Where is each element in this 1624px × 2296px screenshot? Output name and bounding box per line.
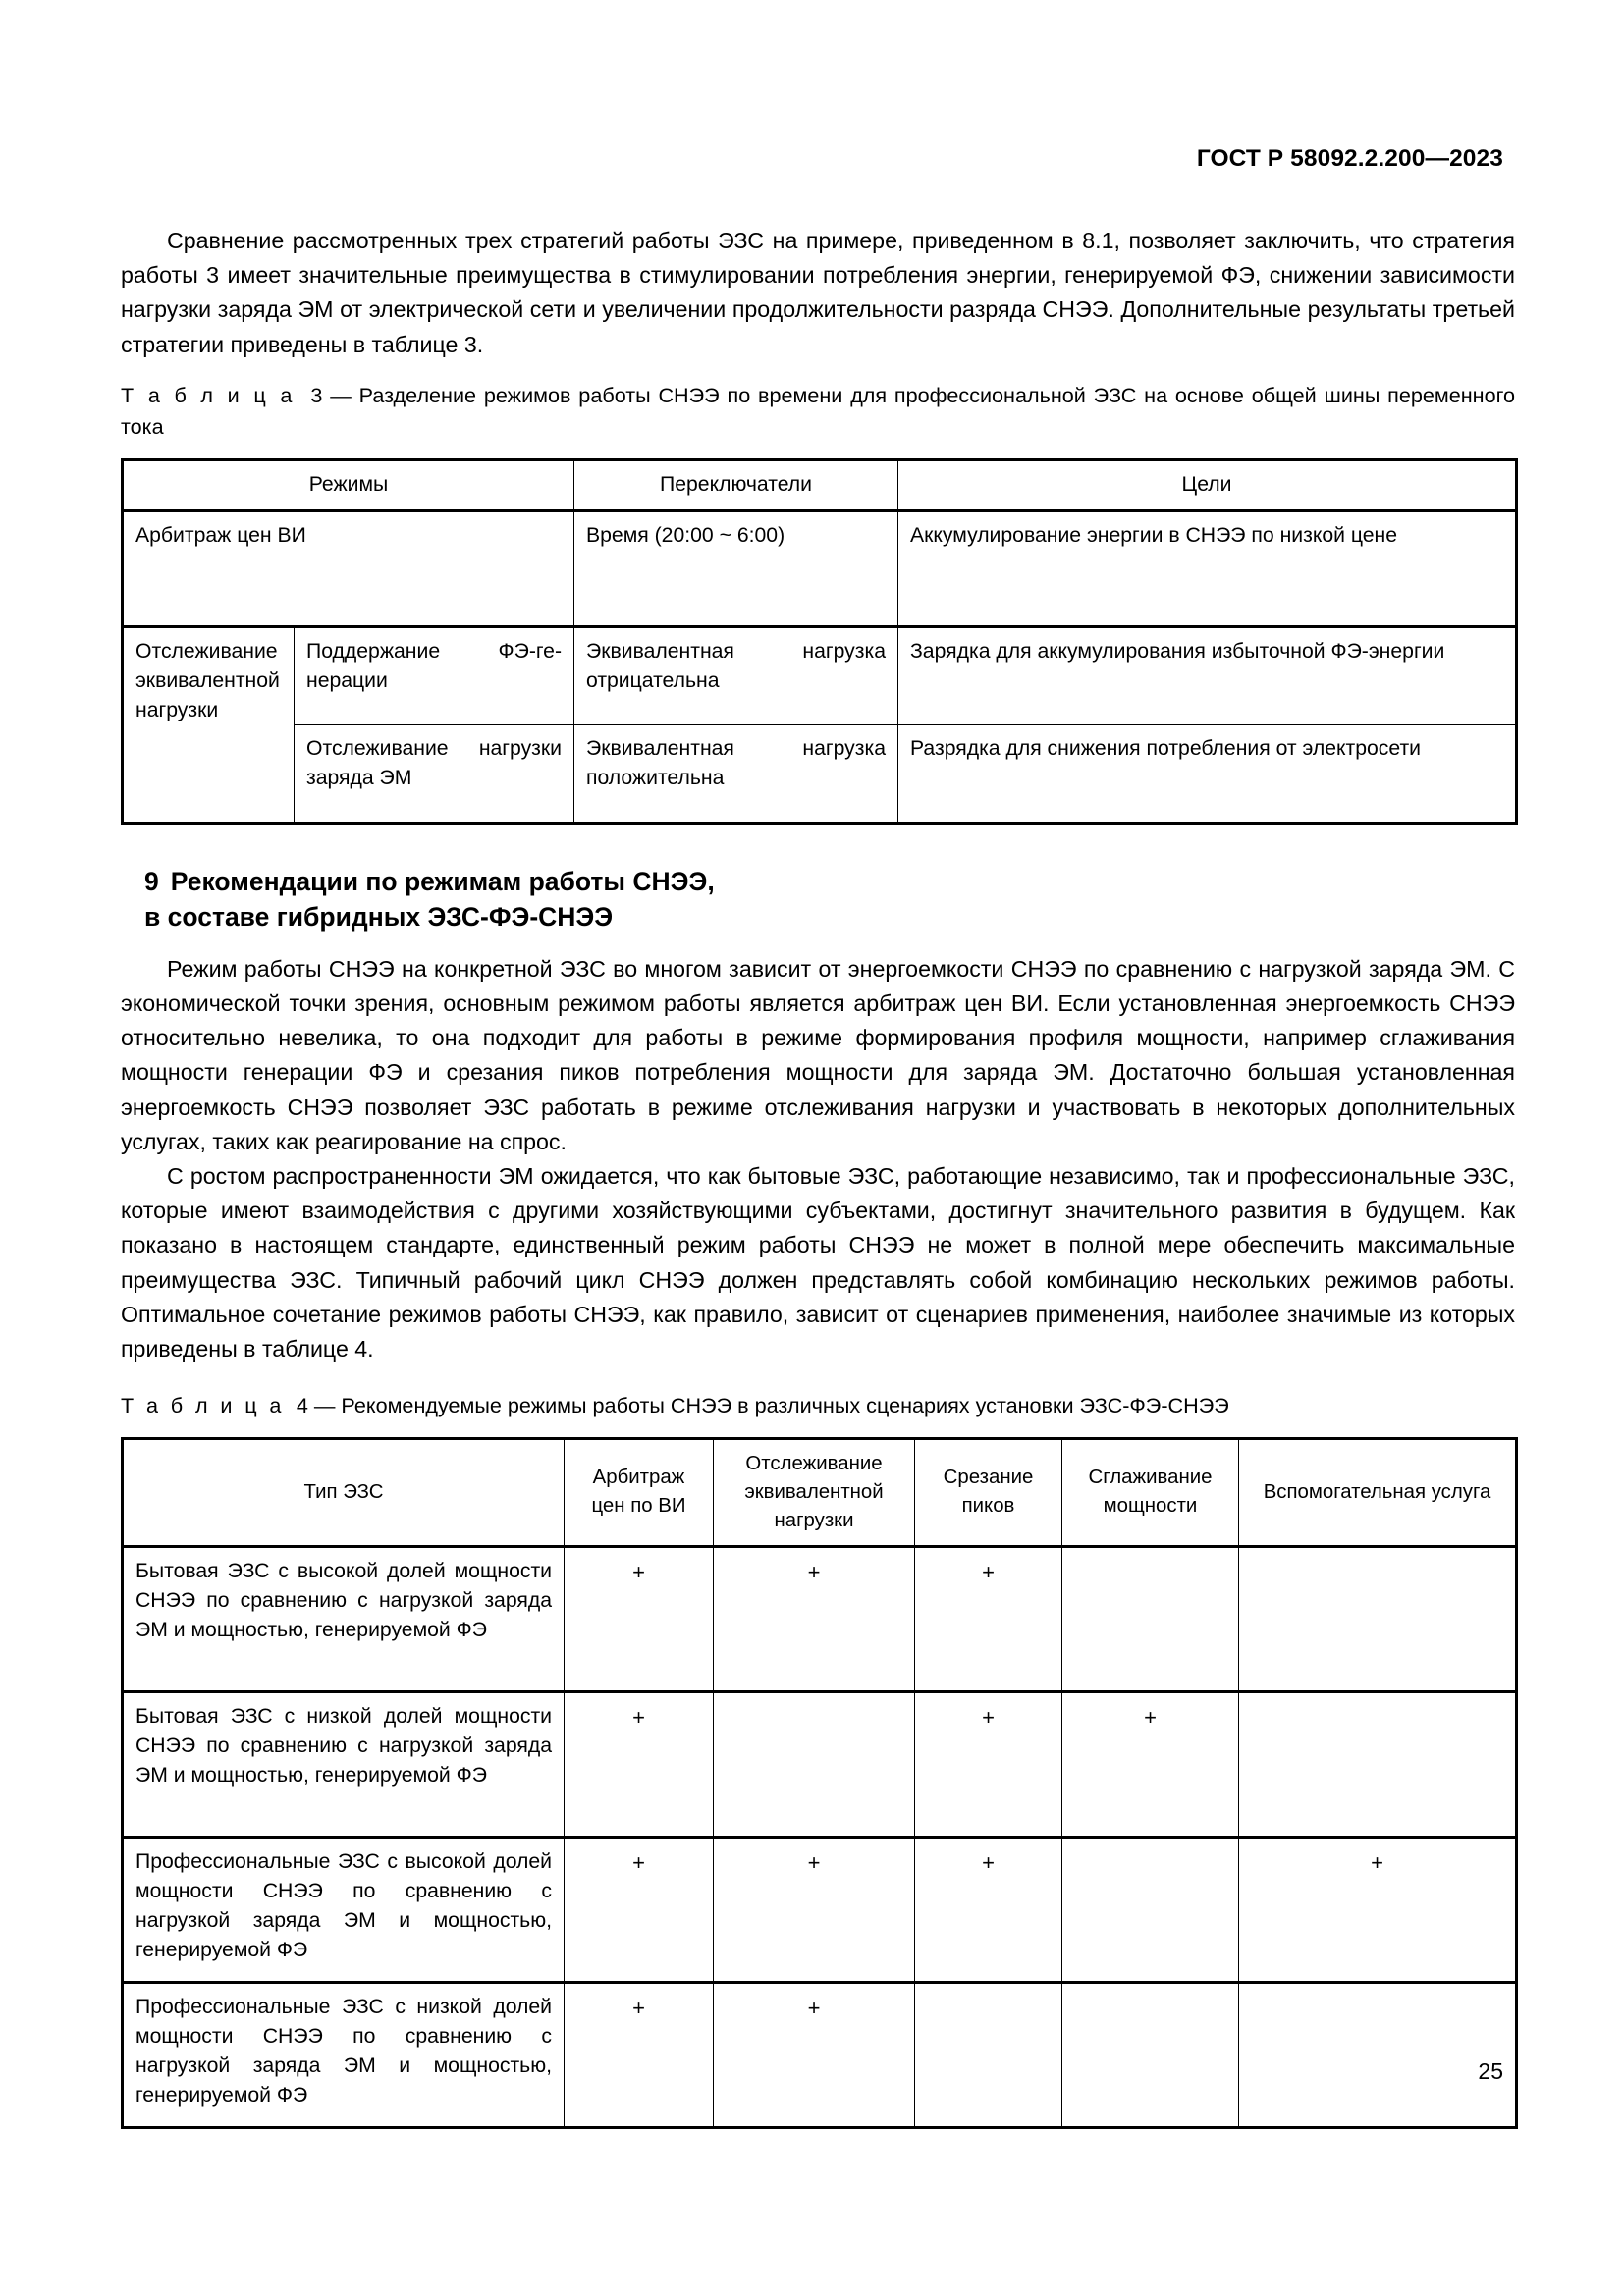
table4-cell-peak-shaving: + — [915, 1838, 1062, 1983]
table3-caption-label: Т а б л и ц а — [121, 382, 296, 407]
intro-paragraph: Сравнение рассмотренных трех стратегий работы ЭЗС на примере, приведенном в 8.1, позволяет заключить, что стратегия работы 3 имеет значительные преимущества в стимулировании потребления энергии, генерируемой ФЭ, снижении зависимости нагрузки заряда ЭМ от электрической сети и увеличении продолжительности разряда СНЭЭ. Дополнительные результаты третьей стратегии приведены в таблице 3. — [121, 228, 1515, 357]
table4-cell-equivalent-load: + — [714, 1838, 915, 1983]
table3-header-goals: Цели — [898, 459, 1517, 510]
section-9-number: 9 — [144, 866, 159, 896]
page-content — [121, 0, 1515, 2129]
table4-cell-peak-shaving — [915, 1983, 1062, 2128]
table-row — [123, 724, 1517, 823]
table4-caption-label: Т а б л и ц а — [121, 1393, 285, 1418]
table-row — [123, 1838, 1517, 1983]
section-9-paragraph-2: С ростом распространенности ЭМ ожидается, что как бытовые ЭЗС, работающие независимо, так и профессиональные ЭЗС, которые имеют взаимодействия с другими хозяйствующими субъектами, достигнут значительного развития в будущем. Как показано в настоящем стандарте, единственный режим работы СНЭЭ не может в полной мере обеспечить максимальные преимущества ЭЗС. Типичный рабочий цикл СНЭЭ должен представлять собой комбинацию нескольких режимов работы. Оптимальное сочетание режимов работы СНЭЭ, как правило, зависит от сценариев применения, наиболее значимые из которых приведены в таблице 4. — [121, 1163, 1515, 1362]
table4-cell-ancillary-service — [1239, 1983, 1517, 2128]
table4-cell-ancillary-service — [1239, 1547, 1517, 1692]
table4-cell-arbitrage: + — [565, 1547, 714, 1692]
table4-cell-equivalent-load — [714, 1692, 915, 1838]
table4-header-equivalent-load: Отслеживание эквивалентной нагрузки — [714, 1439, 915, 1547]
section-9-title-line2: в составе гибридных ЭЗС-ФЭ-СНЭЭ — [144, 901, 614, 932]
table4-header-ancillary-service: Вспомогательная услуга — [1239, 1439, 1517, 1547]
table3-cell-mode-group: Отслеживание эквивалентной нагрузки — [123, 626, 295, 823]
table3-cell-switch: Время (20:00 ~ 6:00) — [574, 510, 898, 626]
table4-cell-power-smoothing — [1062, 1547, 1239, 1692]
section-9-title-line1: Рекомендации по режимам работы СНЭЭ, — [170, 866, 715, 896]
table-row — [123, 510, 1517, 626]
table-row-header — [123, 1439, 1517, 1547]
table4-cell-arbitrage: + — [565, 1838, 714, 1983]
table4-cell-power-smoothing: + — [1062, 1692, 1239, 1838]
table-row — [123, 1692, 1517, 1838]
table4-cell-arbitrage: + — [565, 1692, 714, 1838]
table4-cell-peak-shaving: + — [915, 1547, 1062, 1692]
table3-caption — [121, 380, 1515, 443]
table4-cell-power-smoothing — [1062, 1838, 1239, 1983]
table4-header-type: Тип ЭЗС — [123, 1439, 565, 1547]
table3-caption-dash: — — [330, 382, 352, 407]
page-header-standard-id: ГОСТ Р 58092.2.200—2023 — [1196, 145, 1503, 172]
table4-caption-dash: — — [313, 1393, 336, 1418]
table3-cell-switch: Эквивалентная нагрузка отрицательна — [574, 626, 898, 724]
table-3-modes-schedule — [121, 458, 1518, 825]
page-number: 25 — [1478, 2058, 1503, 2084]
table3-header-switches: Переключатели — [574, 459, 898, 510]
section-9-paragraph-1: Режим работы СНЭЭ на конкретной ЭЗС во многом зависит от энергоемкости СНЭЭ по сравнению с нагрузкой заряда ЭМ. С экономической точки зрения, основным режимом работы является арбитраж цен ВИ. Если установленная энергоемкость СНЭЭ относительно невелика, то она подходит для работы в режиме формирования профиля мощности, например сглаживания мощности генерации ФЭ и срезания пиков потребления мощности для заряда ЭМ. Достаточно большая установленная энергоемкость СНЭЭ позволяет ЭЗС работать в режиме отслеживания нагрузки и участвовать в некоторых дополнительных услугах, таких как реагирование на спрос. — [121, 955, 1515, 1154]
table4-cell-type: Профессиональные ЭЗС с высокой долей мощности СНЭЭ по сравнению с нагрузкой заряда ЭМ и мощностью, генерируемой ФЭ — [123, 1838, 565, 1983]
table3-cell-goal: Зарядка для аккумулирования избыточной ФЭ-энергии — [898, 626, 1517, 724]
section-9-heading — [121, 864, 1515, 934]
table-row — [123, 626, 1517, 724]
table4-cell-type: Бытовая ЭЗС с высокой долей мощности СНЭЭ по сравнению с нагрузкой заряда ЭМ и мощностью, генерируемой ФЭ — [123, 1547, 565, 1692]
table4-cell-type: Профессиональные ЭЗС с низкой долей мощности СНЭЭ по сравнению с нагрузкой заряда ЭМ и мощностью, генерируемой ФЭ — [123, 1983, 565, 2128]
table3-cell-goal: Разрядка для снижения потребления от электросети — [898, 724, 1517, 823]
table3-cell-switch: Эквивалентная нагрузка положительна — [574, 724, 898, 823]
table4-cell-equivalent-load: + — [714, 1547, 915, 1692]
table3-cell-goal: Аккумулирование энергии в СНЭЭ по низкой цене — [898, 510, 1517, 626]
table4-cell-ancillary-service — [1239, 1692, 1517, 1838]
table3-caption-text: Разделение режимов работы СНЭЭ по времени для профессиональной ЭЗС на основе общей шины переменного тока — [121, 382, 1516, 439]
table4-header-arbitrage: Арбитраж цен по ВИ — [565, 1439, 714, 1547]
table3-header-modes: Режимы — [123, 459, 574, 510]
table-row — [123, 1547, 1517, 1692]
table4-header-power-smoothing: Сглаживание мощности — [1062, 1439, 1239, 1547]
table4-caption — [121, 1390, 1515, 1421]
table-row — [123, 1983, 1517, 2128]
table4-caption-number: 4 — [296, 1393, 308, 1418]
table4-cell-type: Бытовая ЭЗС с низкой долей мощности СНЭЭ по сравнению с нагрузкой заряда ЭМ и мощностью, генерируемой ФЭ — [123, 1692, 565, 1838]
table-4-recommended-modes — [121, 1437, 1518, 2129]
table4-header-peak-shaving: Срезание пиков — [915, 1439, 1062, 1547]
table4-cell-power-smoothing — [1062, 1983, 1239, 2128]
table3-cell-mode-sub: Отслеживание нагрузки заряда ЭМ — [295, 724, 574, 823]
table3-caption-number: 3 — [310, 382, 323, 407]
table4-cell-equivalent-load: + — [714, 1983, 915, 2128]
table-row-header — [123, 459, 1517, 510]
table4-cell-peak-shaving: + — [915, 1692, 1062, 1838]
table3-cell-mode-sub: Поддержание ФЭ-генерации — [295, 626, 574, 724]
table4-caption-text: Рекомендуемые режимы работы СНЭЭ в различных сценариях установки ЭЗС-ФЭ-СНЭЭ — [341, 1393, 1229, 1418]
table4-cell-ancillary-service: + — [1239, 1838, 1517, 1983]
table4-cell-arbitrage: + — [565, 1983, 714, 2128]
table3-cell-mode: Арбитраж цен ВИ — [123, 510, 574, 626]
